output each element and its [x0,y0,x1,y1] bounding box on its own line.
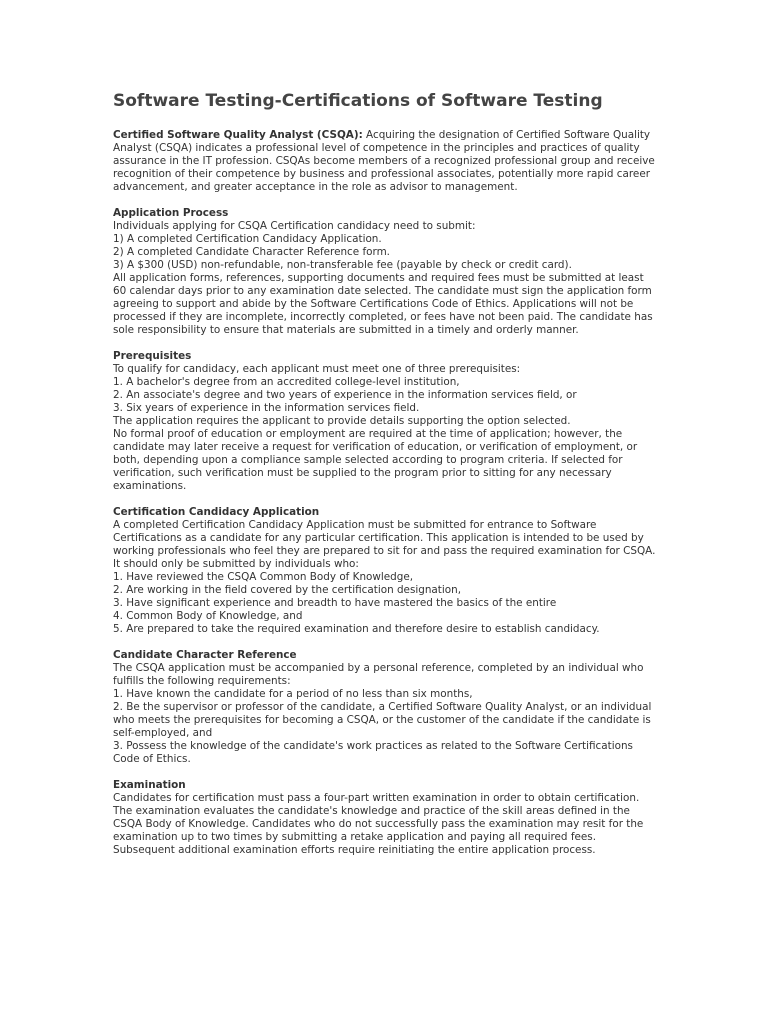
section-line: 3. Have significant experience and breadth to have mastered the basics of the entire [113,597,557,609]
section-heading: Examination [113,779,186,791]
section-heading: Certification Candidacy Application [113,506,320,518]
section-line: 2) A completed Candidate Character Reference form. [113,246,390,258]
section-line: All application forms, references, supporting documents and required fees must be submitted at least 60 calendar days prior to any examination date selected. The candidate must sign the application form agreeing to support and abide by the Software Certifications Code of Ethics. Applications will not be processed if they are incomplete, incorrectly completed, or fees have not been paid. The candidate has sole responsibility to ensure that materials are submitted in a timely and orderly manner. [113,272,653,336]
section-line: 3. Possess the knowledge of the candidate's work practices as related to the Software Certifications Code of Ethics. [113,740,633,765]
intro-text: Acquiring the designation of Certified Software Quality Analyst (CSQA) indicates a professional level of competence in the principles and practices of quality assurance in the IT profession. CSQAs become members of a recognized professional group and receive recognition of their competence by business and professional associates, potentially more rapid career advancement, and greater acceptance in the role as advisor to management. [113,129,655,193]
section [113,779,658,857]
section-line: 1. Have reviewed the CSQA Common Body of Knowledge, [113,571,414,583]
section-line: The CSQA application must be accompanied by a personal reference, completed by an individual who fulfills the following requirements: [113,662,644,687]
section [113,350,658,493]
section-line: 2. Are working in the field covered by the certification designation, [113,584,461,596]
section-line: 1) A completed Certification Candidacy Application. [113,233,382,245]
section-line: 5. Are prepared to take the required examination and therefore desire to establish candidacy. [113,623,600,635]
section-line: 1. Have known the candidate for a period of no less than six months, [113,688,473,700]
section-heading: Application Process [113,207,229,219]
section [113,207,658,337]
section-line: 2. An associate's degree and two years of experience in the information services field, or [113,389,577,401]
section-line: 4. Common Body of Knowledge, and [113,610,303,622]
section-line: To qualify for candidacy, each applicant must meet one of three prerequisites: [113,363,521,375]
section-line: Individuals applying for CSQA Certification candidacy need to submit: [113,220,476,232]
section-line: 1. A bachelor's degree from an accredited college-level institution, [113,376,460,388]
intro-label: Certified Software Quality Analyst (CSQA): [113,129,363,141]
intro-paragraph [113,129,658,194]
sections-container [113,207,658,857]
section [113,506,658,636]
document-page [113,88,658,870]
section-line: 3. Six years of experience in the information services field. [113,402,420,414]
section-line: A completed Certification Candidacy Application must be submitted for entrance to Software Certifications as a candidate for any particular certification. This application is intended to be used by working professionals who feel they are prepared to sit for and pass the required examination for CSQA. It should only be submitted by individuals who: [113,519,656,570]
section-line: 2. Be the supervisor or professor of the candidate, a Certified Software Quality Analyst, or an individual who meets the prerequisites for becoming a CSQA, or the customer of the candidate if the candidate is self-employed, and [113,701,652,739]
page-title: Software Testing-Certifications of Software Testing [113,91,603,111]
section-line: No formal proof of education or employment are required at the time of application; however, the candidate may later receive a request for verification of education, or verification of employment, or both, depending upon a compliance sample selected according to program criteria. If selected for verification, such verification must be supplied to the program prior to sitting for any necessary examinations. [113,428,638,492]
section [113,649,658,766]
section-line: 3) A $300 (USD) non-refundable, non-transferable fee (payable by check or credit card). [113,259,572,271]
section-heading: Candidate Character Reference [113,649,297,661]
section-line: Candidates for certification must pass a four-part written examination in order to obtain certification. The examination evaluates the candidate's knowledge and practice of the skill areas defined in the CSQA Body of Knowledge. Candidates who do not successfully pass the examination may resit for the examination up to two times by submitting a retake application and paying all required fees. Subsequent additional examination efforts require reinitiating the entire application process. [113,792,644,856]
section-heading: Prerequisites [113,350,192,362]
section-line: The application requires the applicant to provide details supporting the option selected. [113,415,571,427]
